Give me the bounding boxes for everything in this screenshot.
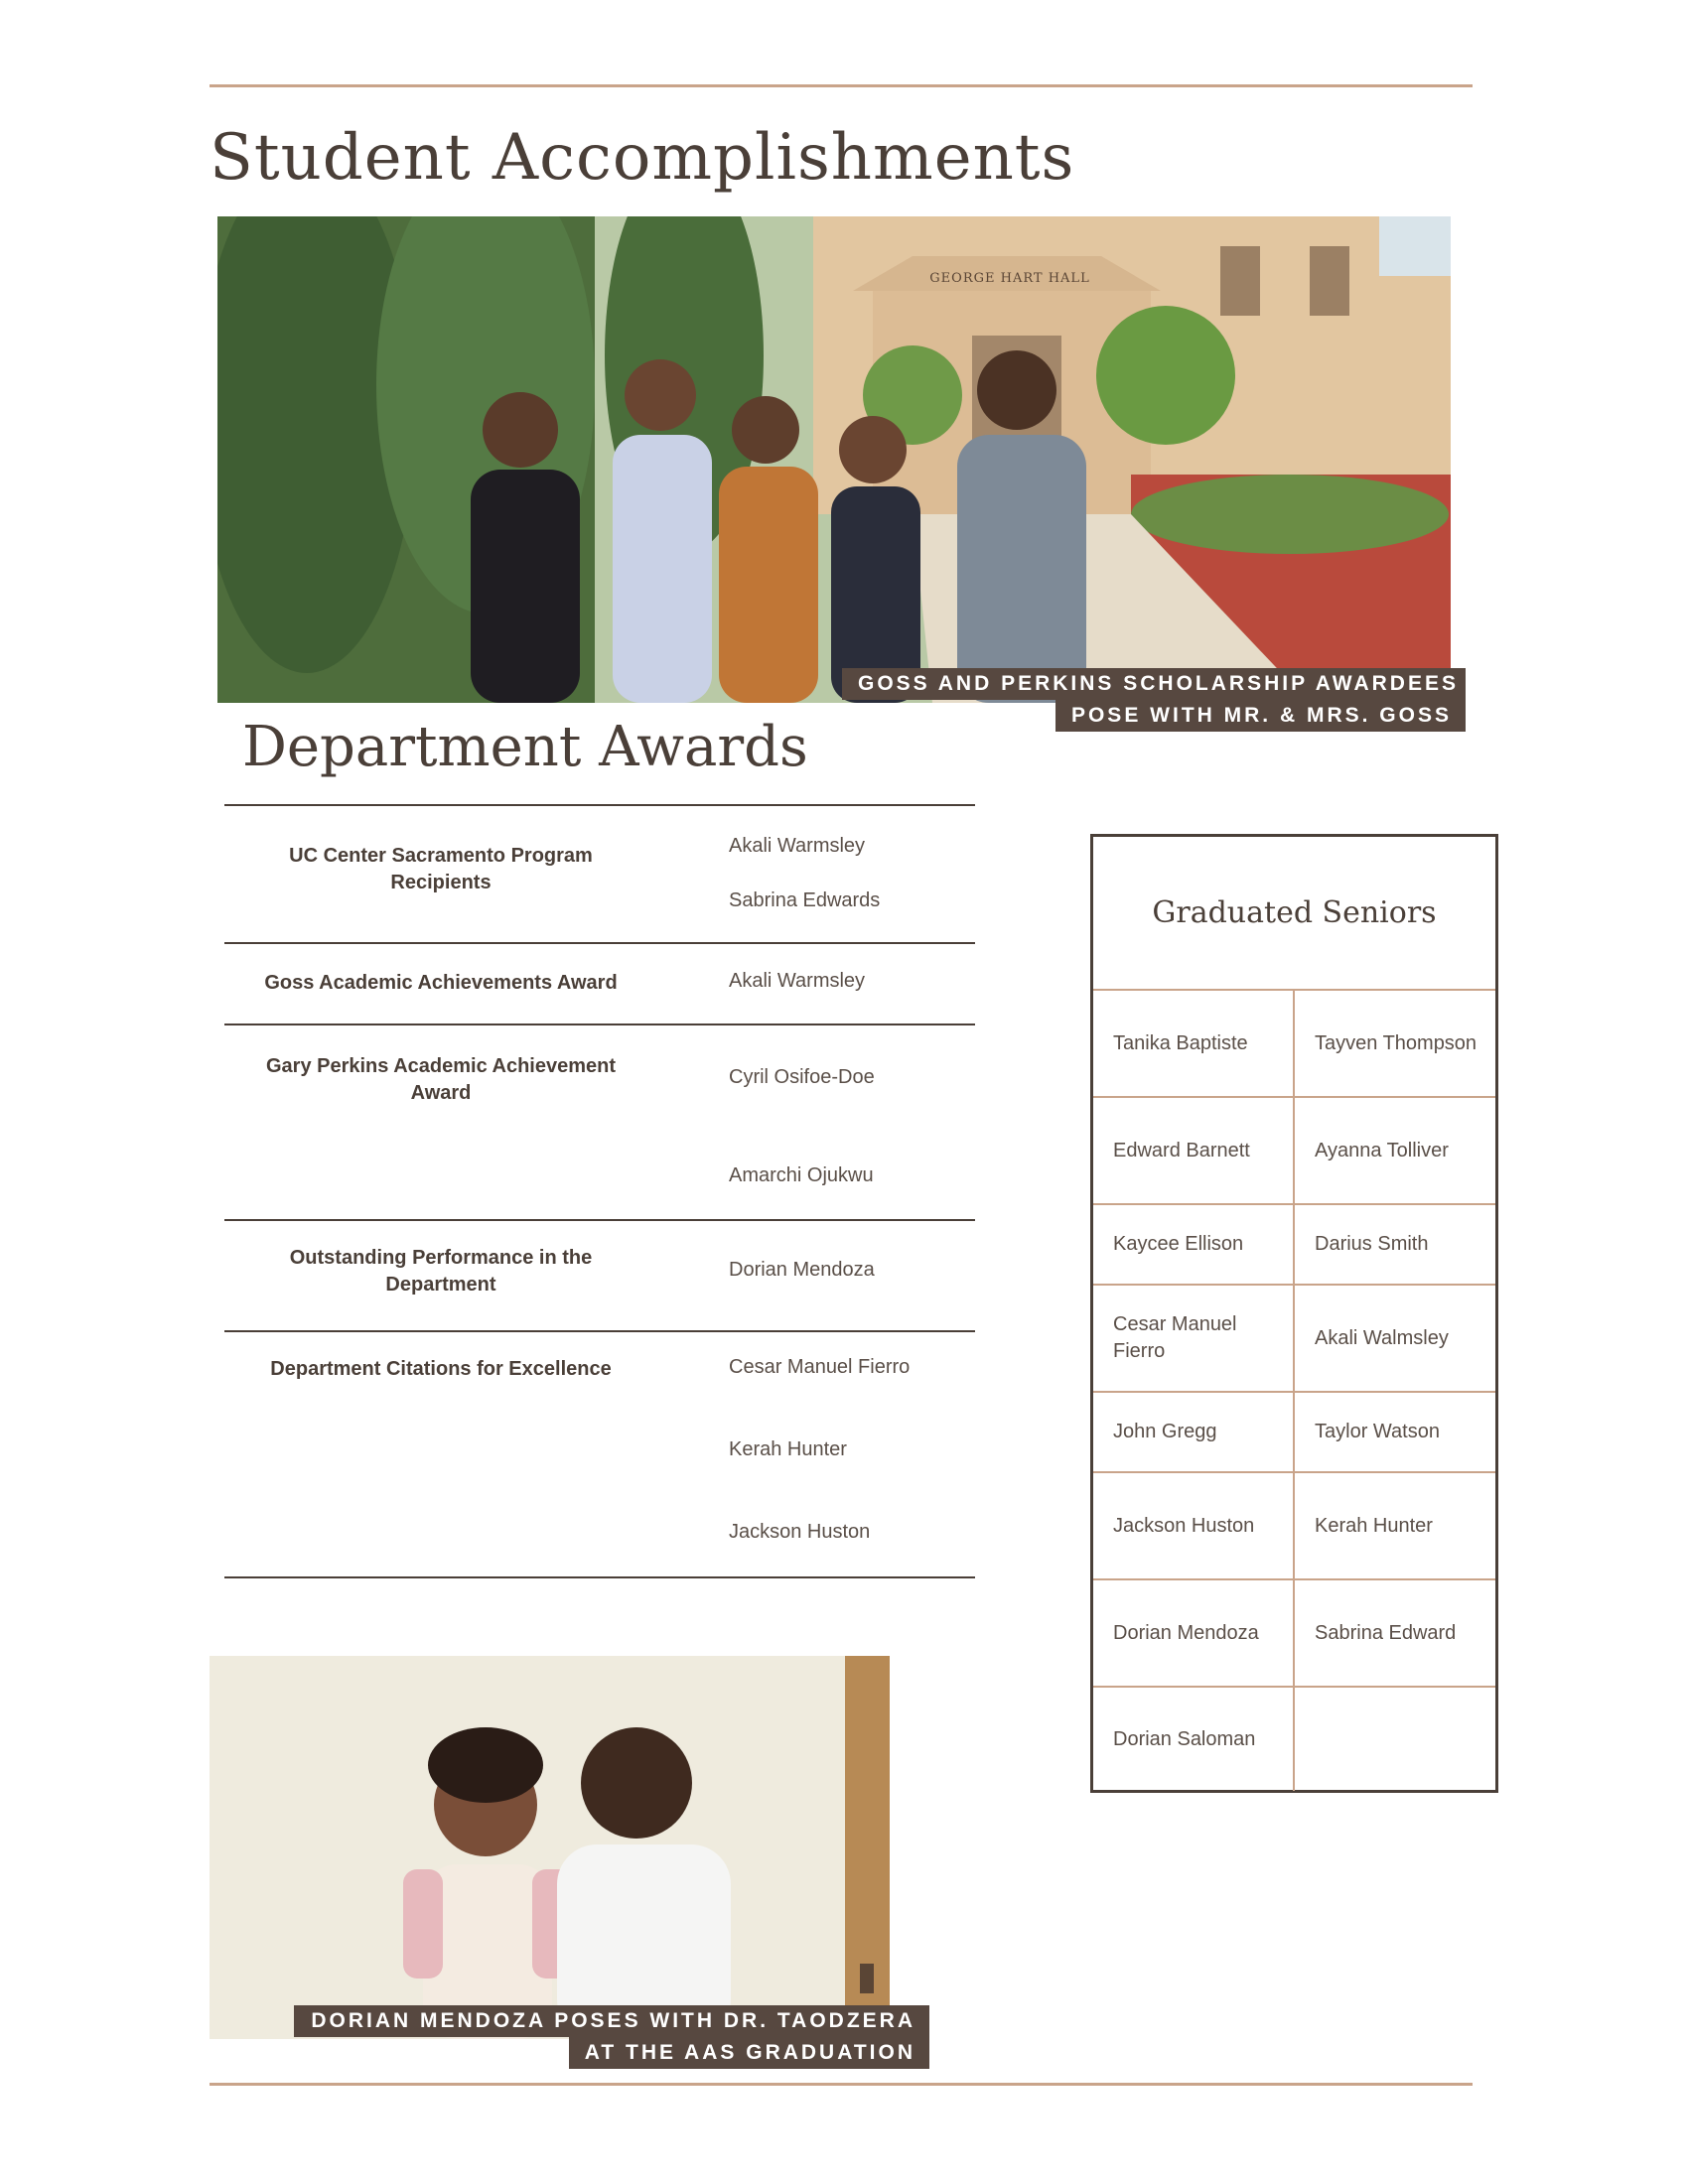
senior-name: Kerah Hunter (1315, 1514, 1433, 1537)
senior-name: Ayanna Tolliver (1315, 1139, 1449, 1161)
senior-row (1093, 1473, 1495, 1580)
senior-name: Darius Smith (1315, 1233, 1429, 1255)
senior-name (1295, 1688, 1495, 1791)
senior-name: Jackson Huston (1093, 1473, 1295, 1578)
award-recipient: Dorian Mendoza (729, 1259, 875, 1281)
award-recipient: Sabrina Edwards (729, 889, 881, 911)
senior-name: John Gregg (1093, 1393, 1295, 1471)
senior-row (1093, 1688, 1495, 1791)
award-name: UC Center Sacramento Program Recipients (289, 845, 593, 893)
award-recipient: Jackson Huston (729, 1521, 871, 1543)
group-photo (217, 216, 1451, 703)
senior-name: Taylor Watson (1315, 1421, 1440, 1442)
caption-line: DORIAN MENDOZA POSES WITH DR. TAODZERA (294, 2005, 929, 2037)
senior-name: Kaycee Ellison (1093, 1205, 1295, 1284)
award-recipient: Cesar Manuel Fierro (729, 1356, 911, 1378)
award-name: Gary Perkins Academic Achievement Award (265, 1055, 617, 1104)
award-name: Goss Academic Achievements Award (264, 972, 618, 994)
seniors-title: Graduated Seniors (1093, 837, 1495, 991)
senior-name: Edward Barnett (1093, 1098, 1295, 1203)
graduation-photo (210, 1656, 890, 2039)
award-recipient: Kerah Hunter (729, 1438, 847, 1460)
senior-name: Dorian Saloman (1093, 1688, 1295, 1791)
graduated-seniors-table (1090, 834, 1498, 1793)
awards-table (224, 804, 975, 1578)
section-title: Department Awards (242, 715, 808, 779)
caption-line: GOSS AND PERKINS SCHOLARSHIP AWARDEES (842, 668, 1466, 700)
senior-row (1093, 1286, 1495, 1393)
award-recipient: Cyril Osifoe-Doe (729, 1066, 875, 1088)
senior-name: Cesar Manuel Fierro (1093, 1286, 1295, 1391)
bottom-divider (210, 2083, 1473, 2086)
building-sign: GEORGE HART HALL (929, 271, 1090, 286)
caption-line: POSE WITH MR. & MRS. GOSS (1055, 700, 1466, 732)
award-row (224, 1219, 975, 1330)
award-row (224, 1024, 975, 1219)
senior-row (1093, 991, 1495, 1098)
senior-name: Dorian Mendoza (1093, 1580, 1295, 1686)
award-recipient: Akali Warmsley (729, 835, 866, 857)
award-row (224, 1330, 975, 1576)
senior-name: Akali Walmsley (1315, 1326, 1449, 1349)
award-recipient: Amarchi Ojukwu (729, 1164, 874, 1186)
award-row (224, 942, 975, 1024)
senior-row (1093, 1393, 1495, 1473)
graduation-photo-caption (294, 2005, 929, 2069)
page-title: Student Accomplishments (210, 121, 1075, 195)
caption-line: AT THE AAS GRADUATION (569, 2037, 929, 2069)
table-bottom-rule (224, 1576, 975, 1578)
senior-row (1093, 1580, 1495, 1688)
award-row (224, 804, 975, 942)
senior-row (1093, 1098, 1495, 1205)
top-divider (210, 84, 1473, 87)
award-name: Department Citations for Excellence (270, 1358, 612, 1380)
senior-name: Tanika Baptiste (1093, 991, 1295, 1096)
award-recipient: Akali Warmsley (729, 970, 866, 992)
award-name: Outstanding Performance in the Department (289, 1247, 593, 1296)
senior-name: Tayven Thompson (1315, 1031, 1477, 1054)
senior-name: Sabrina Edward (1315, 1621, 1457, 1644)
group-photo-caption (842, 668, 1466, 732)
senior-row (1093, 1205, 1495, 1286)
